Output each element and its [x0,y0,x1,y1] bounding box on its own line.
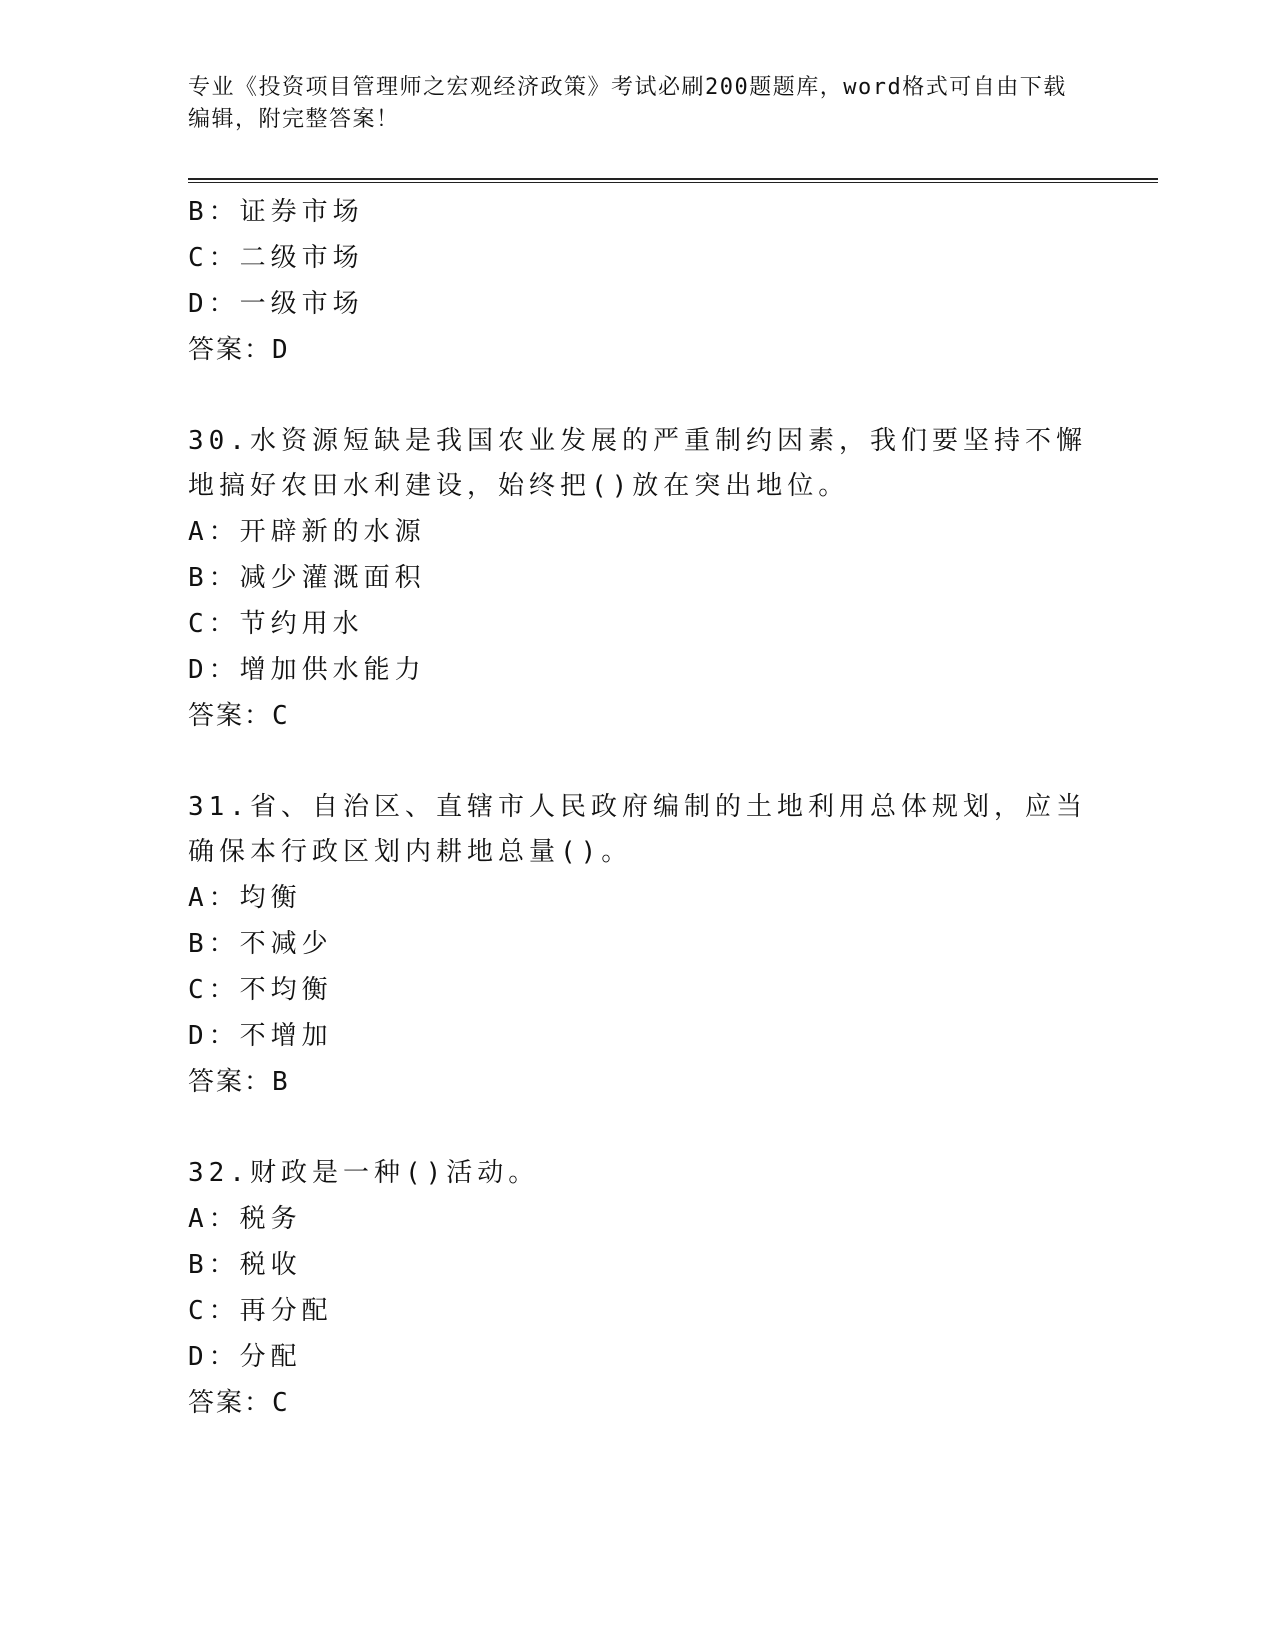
option-d: D：不增加 [188,1021,333,1051]
option-d: D：分配 [188,1342,302,1372]
answer-label: 答案： [188,701,273,731]
option-b: B：减少灌溉面积 [188,563,426,593]
question-gap [188,739,1088,785]
question-gap [188,1105,1088,1151]
answer-label: 答案： [188,335,273,365]
option-c: C：节约用水 [188,609,364,639]
answer-line [188,693,1088,739]
answer-label: 答案： [188,1067,273,1097]
question-stem: 30.水资源短缺是我国农业发展的严重制约因素，我们要坚持不懈地搞好农田水利建设，始终把()放在突出地位。 [188,426,1087,501]
question-31 [188,785,1088,1105]
option-b: B：不减少 [188,929,333,959]
option-d: D：一级市场 [188,289,364,319]
answer-value: B [272,1067,290,1097]
question-29-tail [188,189,1088,373]
answer-value: C [272,701,290,731]
answer-line [188,327,1088,373]
question-gap [188,373,1088,419]
option-c: C：二级市场 [188,243,364,273]
option-a: A：均衡 [188,883,302,913]
question-30 [188,419,1088,739]
header-divider [188,178,1158,183]
option-c: C：不均衡 [188,975,333,1005]
option-b: B：税收 [188,1250,302,1280]
page-header: 专业《投资项目管理师之宏观经济政策》考试必刷200题题库，word格式可自由下载编辑，附完整答案！ [188,75,1067,132]
option-b: B：证券市场 [188,197,364,227]
question-32 [188,1151,1088,1426]
answer-line [188,1059,1088,1105]
answer-label: 答案： [188,1388,273,1418]
question-stem: 31.省、自治区、直辖市人民政府编制的土地利用总体规划，应当确保本行政区划内耕地总量()。 [188,792,1087,867]
option-d: D：增加供水能力 [188,655,426,685]
answer-value: C [272,1388,290,1418]
question-stem: 32.财政是一种()活动。 [188,1158,540,1188]
answer-line [188,1380,1088,1426]
question-list [188,189,1088,1426]
option-a: A：税务 [188,1204,302,1234]
option-a: A：开辟新的水源 [188,517,426,547]
answer-value: D [272,335,290,365]
option-c: C：再分配 [188,1296,333,1326]
